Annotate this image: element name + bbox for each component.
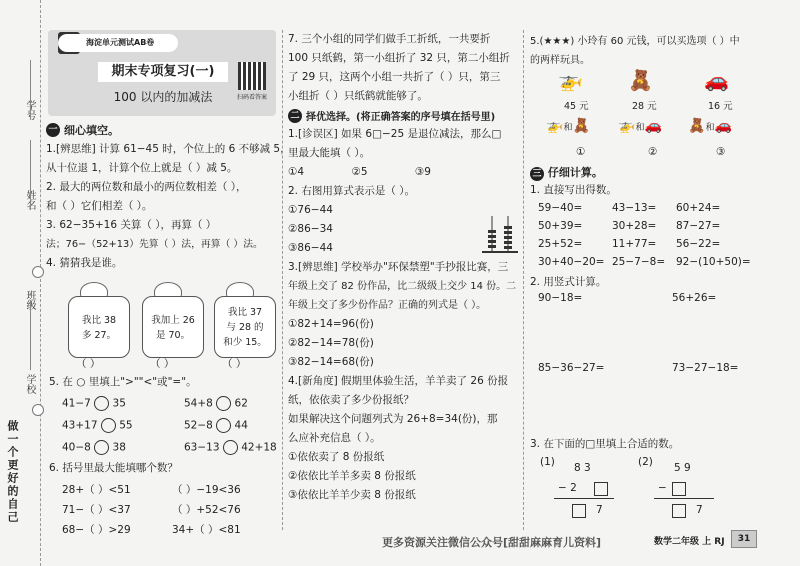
page-number: 31 <box>731 530 757 548</box>
guess-cloud <box>142 296 204 358</box>
option-1-combo[interactable] <box>546 118 590 134</box>
class-label: 班级 <box>24 290 35 310</box>
answer-blank[interactable]: （ ） <box>150 358 175 370</box>
section-title: 细心填空。 <box>64 124 119 137</box>
puzzle-mid: − <box>658 482 667 494</box>
option[interactable]: ③86−44 <box>288 242 333 254</box>
fill-item[interactable]: 71−（ ）<37 <box>62 504 131 516</box>
slogan: 做一个更好的自己 <box>6 420 19 524</box>
option-label: ② <box>648 146 658 158</box>
direct-calc[interactable]: 59−40= <box>538 202 583 214</box>
cloud-text: 是 70。 <box>155 330 191 341</box>
compare-row <box>62 440 126 455</box>
toy-price: 16 元 <box>708 101 733 112</box>
fill-item[interactable]: （ ）−19<36 <box>172 484 241 496</box>
compare-left: 54+8 <box>184 397 213 410</box>
binding-hole <box>32 404 44 416</box>
column-2 <box>288 30 518 505</box>
puzzle-mid: − 2 <box>558 482 577 494</box>
choice-4-line: 纸，依依卖了多少份报纸？ <box>288 394 414 406</box>
puzzle-label: (2) <box>638 456 653 468</box>
choice-4-line: 4.[新角度] 假期里体验生活，羊羊卖了 26 份报 <box>288 375 509 387</box>
compare-row <box>184 418 248 433</box>
class-line <box>30 300 31 370</box>
toy-price: 28 元 <box>632 101 657 112</box>
direct-calc[interactable]: 50+39= <box>538 220 583 232</box>
question-1-line: 1.[辨思维] 计算 61−45 时，个位上的 6 不够减 5， <box>46 143 291 155</box>
question-7-line: 了 29 只，这两个小组一共折了（ ）只，第三 <box>288 71 501 83</box>
answer-blank[interactable]: （ ） <box>222 358 247 370</box>
guess-cloud <box>214 296 276 358</box>
page-header <box>48 30 276 116</box>
choice-1-options <box>288 163 518 182</box>
answer-box[interactable] <box>672 504 686 518</box>
compare-circle[interactable] <box>223 440 238 455</box>
direct-calc[interactable]: 87−27= <box>676 220 721 232</box>
compare-row <box>184 396 248 411</box>
option[interactable]: ②82−14=78(份) <box>288 337 374 349</box>
choice-3-line: 年级上交了 82 份作品，比二级级上交少 14 份。二 <box>288 281 517 292</box>
choice-5-line: 5.(★★★) 小玲有 60 元钱，可以买选项（ ）中 <box>530 36 740 47</box>
compare-left: 43+17 <box>62 419 98 432</box>
cloud-text: 与 28 的 <box>226 322 264 333</box>
answer-box[interactable] <box>572 504 586 518</box>
and-word: 和 <box>705 123 715 133</box>
abacus-icon <box>478 212 522 256</box>
choice-3-line: 3.[辨思维] 学校举办"环保禁塑"手抄报比赛，三 <box>288 261 509 273</box>
compare-circle[interactable] <box>94 396 109 411</box>
helicopter-icon: 🚁 <box>546 118 564 134</box>
vertical-calc[interactable]: 85−36−27= <box>538 362 605 374</box>
cloud-text: 我比 37 <box>227 307 263 318</box>
question-7-line: 小组折（ ）只纸鹤就能够了。 <box>288 90 428 102</box>
section-number: 一 <box>46 123 60 137</box>
option-label: ③ <box>716 146 726 158</box>
doll-icon: 🧸 <box>688 118 706 134</box>
fill-item[interactable]: 68−（ ）>29 <box>62 524 131 536</box>
option[interactable]: ③9 <box>414 166 431 178</box>
puzzle-label: (1) <box>540 456 555 468</box>
column-divider <box>282 30 283 530</box>
question-2-line: 2. 最大的两位数和最小的两位数相差（ ）， <box>46 181 247 193</box>
puzzle-top: 5 9 <box>674 462 691 474</box>
option-2-combo[interactable] <box>618 118 662 134</box>
subquestion-3: 3. 在下面的□里填上合适的数。 <box>530 438 680 450</box>
question-5-title: 5. 在 ○ 里填上">""<"或"="。 <box>49 376 197 388</box>
compare-circle[interactable] <box>216 418 231 433</box>
compare-left: 41−7 <box>62 397 91 410</box>
option[interactable]: ③82−14=68(份) <box>288 356 374 368</box>
option[interactable]: ①4 <box>288 166 305 178</box>
compare-left: 52−8 <box>184 419 213 432</box>
section-number: 二 <box>288 109 302 123</box>
puzzle-bottom: 7 <box>596 504 603 516</box>
qr-label: 扫码看答案 <box>236 94 267 101</box>
puzzle-rule <box>554 498 614 499</box>
student-number-label: 学号 <box>24 100 35 120</box>
cloud-text: 我加上 26 <box>151 315 195 326</box>
brand-name: 海淀单元测试AB卷 <box>58 34 178 52</box>
compare-left: 40−8 <box>62 441 91 454</box>
and-word: 和 <box>635 123 645 133</box>
question-3-line: 3. 62−35+16 关算（ ），再算（ ） <box>46 219 217 231</box>
option[interactable]: ②5 <box>351 166 368 178</box>
fill-item[interactable]: 28+（ ）<51 <box>62 484 131 496</box>
choice-5-line: 的两样玩具。 <box>530 55 590 66</box>
direct-calc[interactable]: 60+24= <box>676 202 721 214</box>
cloud-text: 多 27。 <box>81 330 117 341</box>
guess-cloud <box>68 296 130 358</box>
choice-4-line: 么应补充信息（ ）。 <box>288 432 381 444</box>
choice-1-line: 1.[诊误区] 如果 6□−25 是退位减法，那么□ <box>288 128 502 140</box>
question-2-line: 和（ ）它们相差（ ）。 <box>46 200 153 212</box>
subquestion-2: 2. 用竖式计算。 <box>530 276 607 288</box>
binding-strip <box>0 0 41 566</box>
footer-grade: 数学二年级 上 RJ <box>654 537 725 547</box>
name-line <box>30 140 31 210</box>
choice-3-line: 年级上交了多少份作品？正确的列式是（ ）。 <box>288 300 487 311</box>
toy-price: 45 元 <box>564 101 589 112</box>
direct-calc[interactable]: 56−22= <box>676 238 721 250</box>
option[interactable]: ②依依比羊羊多卖 8 份报纸 <box>288 470 416 482</box>
question-1-line: 从十位退 1，计算个位上就是（ ）减 5。 <box>46 162 238 174</box>
car-icon: 🚗 <box>714 118 732 134</box>
option[interactable]: ①76−44 <box>288 204 333 216</box>
doll-icon: 🧸 <box>572 118 590 134</box>
vertical-calc[interactable]: 90−18= <box>538 292 583 304</box>
compare-row <box>62 418 133 433</box>
compare-circle[interactable] <box>101 418 116 433</box>
vertical-calc[interactable]: 73−27−18= <box>672 362 739 374</box>
option[interactable]: ①依依卖了 8 份报纸 <box>288 451 385 463</box>
compare-right: 62 <box>234 397 248 410</box>
direct-calc[interactable]: 30+40−20= <box>538 256 605 268</box>
compare-right: 35 <box>112 397 126 410</box>
compare-row <box>184 440 277 455</box>
compare-right: 38 <box>112 441 126 454</box>
compare-circle[interactable] <box>216 396 231 411</box>
section-2-heading <box>288 108 518 123</box>
direct-calc[interactable]: 11+77= <box>612 238 657 250</box>
subquestion-1: 1. 直接写出得数。 <box>530 184 617 196</box>
cloud-text: 和少 15。 <box>223 337 267 348</box>
question-7-line: 7. 三个小组的同学们做手工折纸，一共要折 <box>288 33 491 45</box>
car-icon: 🚗 <box>644 118 662 134</box>
cloud-text: 我比 38 <box>81 315 117 326</box>
compare-row <box>62 396 126 411</box>
answer-box[interactable] <box>594 482 608 496</box>
section-number: 三 <box>530 167 544 181</box>
direct-calc[interactable]: 25+52= <box>538 238 583 250</box>
answer-blank[interactable]: （ ） <box>76 358 101 370</box>
school-label: 学校 <box>24 374 35 394</box>
fill-item[interactable]: （ ）+52<76 <box>172 504 241 516</box>
compare-right: 44 <box>234 419 248 432</box>
section-1-heading <box>46 122 278 138</box>
compare-right: 42+18 <box>241 441 277 454</box>
doll-icon: 🧸 <box>628 68 653 92</box>
helicopter-icon: 🚁 <box>618 118 636 134</box>
student-number-line <box>30 60 31 120</box>
question-6-title: 6. 括号里最大能填哪个数？ <box>49 462 178 474</box>
puzzle-rule <box>654 498 714 499</box>
direct-calc[interactable]: 30+28= <box>612 220 657 232</box>
compare-right: 55 <box>119 419 133 432</box>
car-icon: 🚗 <box>704 68 729 92</box>
section-title: 仔细计算。 <box>547 166 603 179</box>
direct-calc[interactable]: 25−7−8= <box>612 256 666 268</box>
option[interactable]: ③依依比羊羊少卖 8 份报纸 <box>288 489 416 501</box>
question-3-line: 法；76−（52+13）先算（ ）法，再算（ ）法。 <box>46 239 263 250</box>
question-7-line: 100 只纸鹤，第一小组折了 32 只，第二小组折 <box>288 52 510 64</box>
question-4-title: 4. 猜猜我是谁。 <box>46 257 123 269</box>
name-label: 姓名 <box>24 190 35 210</box>
direct-calc[interactable]: 92−(10+50)= <box>676 256 751 268</box>
choice-1-line: 里最大能填（ ）。 <box>288 147 371 159</box>
qr-code-icon[interactable] <box>238 62 266 90</box>
section-title: 择优选择。(将正确答案的序号填在括号里) <box>306 112 496 123</box>
option[interactable]: ①82+14=96(份) <box>288 318 374 330</box>
direct-calc[interactable]: 43−13= <box>612 202 657 214</box>
section-3-heading <box>530 164 603 181</box>
option[interactable]: ②86−34 <box>288 223 333 235</box>
vertical-calc[interactable]: 56+26= <box>672 292 717 304</box>
column-divider <box>523 30 524 530</box>
helicopter-icon: 🚁 <box>558 68 583 92</box>
choice-4-line: 如果解决这个问题列式为 26+8=34(份)，那 <box>288 413 498 425</box>
option-3-combo[interactable] <box>688 118 732 134</box>
footer-note: 更多资源关注微信公众号[甜甜麻麻育儿资料] <box>382 536 602 549</box>
fill-item[interactable]: 34+（ ）<81 <box>172 524 241 536</box>
choice-2-line: 2. 右图用算式表示是（ ）。 <box>288 185 415 197</box>
column-1 <box>46 120 291 273</box>
puzzle-bottom: 7 <box>696 504 703 516</box>
compare-left: 63−13 <box>184 441 220 454</box>
page-title: 期末专项复习(一) <box>98 62 228 82</box>
binding-hole <box>32 266 44 278</box>
option-label: ① <box>576 146 586 158</box>
answer-box[interactable] <box>672 482 686 496</box>
page-subtitle: 100 以内的加减法 <box>113 90 213 104</box>
puzzle-top: 8 3 <box>574 462 591 474</box>
and-word: 和 <box>563 123 573 133</box>
compare-circle[interactable] <box>94 440 109 455</box>
